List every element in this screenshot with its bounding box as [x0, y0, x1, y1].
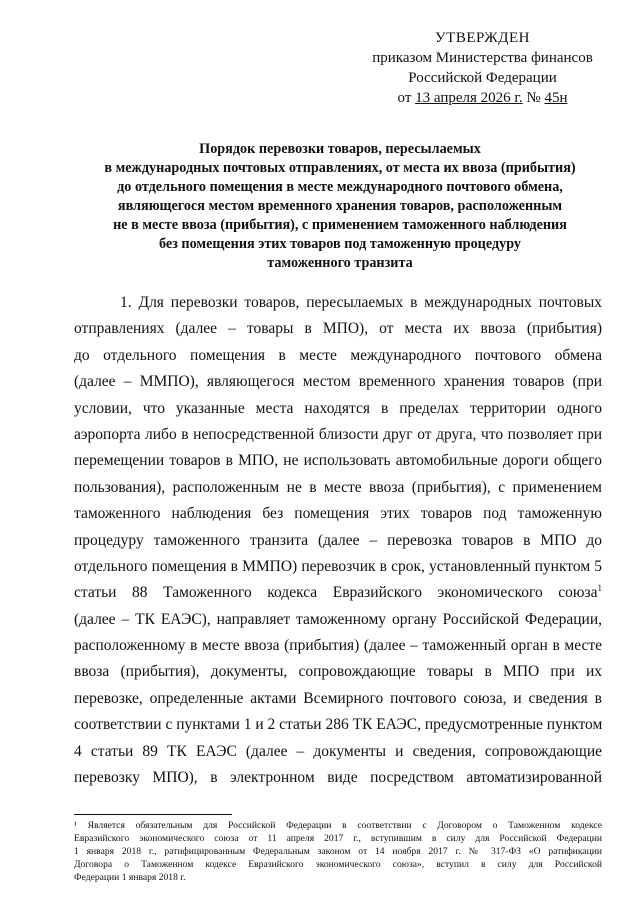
body-line: пользования), расположенным не в месте ввоза (прибытия), с применением — [74, 478, 602, 496]
footnote-line: Федерации 1 января 2018 г. — [74, 872, 186, 883]
body-line: перевозке, определенные актами Всемирного почтового союза, и сведения в — [74, 689, 602, 707]
approval-date: 13 апреля 2026 г. — [415, 90, 523, 106]
body-line: таможенного наблюдения без помещения этих товаров под таможенную — [74, 505, 602, 523]
approval-number: 45н — [544, 90, 568, 106]
body-line: отдельного помещения в ММПО) перевозчик в срок, установленный пунктом 5 — [74, 557, 602, 575]
footnote-mark: 1 — [597, 583, 602, 594]
body-line: ввоза (прибытия), документы, сопровождающие товары в МПО при их — [74, 663, 602, 681]
body-paragraph — [74, 290, 602, 791]
body-line: (далее – ММПО), являющегося местом временного хранения товаров (при — [74, 373, 602, 391]
body-line: до отдельного помещения в месте международного почтового обмена — [74, 346, 602, 364]
document-heading — [60, 140, 620, 273]
body-line: аэропорта либо в непосредственной близости друг от друга, что позволяет при — [74, 425, 602, 443]
heading-line: Порядок перевозки товаров, пересылаемых — [199, 141, 481, 157]
body-line: соответствии с пунктами 1 и 2 статьи 286 ТК ЕАЭС, предусмотренные пунктом — [74, 716, 603, 734]
body-line-text: статьи 88 Таможенного кодекса Евразийского экономического союза — [74, 584, 598, 602]
body-line: 4 статьи 89 ТК ЕАЭС (далее – документы и сведения, сопровождающие — [74, 742, 602, 760]
approval-block — [360, 28, 605, 108]
body-line: перевозку МПО), в электронном виде посредством автоматизированной — [74, 769, 602, 787]
heading-line: не в месте ввоза (прибытия), с применением таможенного наблюдения — [113, 217, 567, 233]
footnote-line: 1 января 2018 г., ратифицированным Федеральным законом от 14 ноября 2017 г. № 317-ФЗ «О ратификации — [74, 846, 602, 857]
approval-number-sign: № — [522, 90, 545, 106]
body-line: условии, что указанные места находятся в пределах территории одного — [74, 399, 602, 417]
approval-date-line — [360, 88, 605, 108]
footnote-line: Договора о Таможенном кодексе Евразийского экономического союза», вступил в силу для Российской — [74, 859, 602, 870]
footnote — [74, 819, 602, 884]
footnote-line: Евразийского экономического союза от 11 апреля 2017 г., вступившим в силу для Российской Федерации — [74, 833, 602, 844]
heading-line: таможенного транзита — [267, 255, 413, 271]
body-line: 1. Для перевозки товаров, пересылаемых в международных почтовых — [120, 294, 602, 311]
body-line: (далее – ТК ЕАЭС), направляет таможенному органу Российской Федерации, — [74, 610, 602, 628]
footnote-separator — [74, 814, 232, 815]
heading-line: являющегося местом временного хранения товаров, расположенным — [117, 198, 563, 214]
heading-line: без помещения этих товаров под таможенную процедуру — [158, 236, 522, 252]
footnote-line: ¹ Является обязательным для Российской Федерации в соответствии с Договором о Таможенном кодексе — [74, 820, 602, 831]
body-line: перемещении товаров в МПО, не использовать автомобильные дороги общего — [74, 452, 602, 470]
body-line: отправлениях (далее – товары в МПО), от места их ввоза (прибытия) — [74, 320, 602, 338]
approval-line-2: Российской Федерации — [408, 70, 557, 86]
body-line: процедуру таможенного транзита (далее – перевозка товаров в МПО до — [74, 531, 602, 549]
approval-title: УТВЕРЖДЕН — [435, 30, 530, 46]
approval-line-1: приказом Министерства финансов — [372, 50, 593, 66]
body-line: расположенному в месте ввоза (прибытия) (далее – таможенный орган в месте — [74, 637, 602, 655]
body-line-with-footnote — [74, 580, 602, 606]
heading-line: до отдельного помещения в месте международного почтового обмена, — [117, 179, 563, 195]
heading-line: в международных почтовых отправлениях, от места их ввоза (прибытия) — [104, 160, 576, 176]
approval-date-prefix: от — [397, 90, 416, 106]
